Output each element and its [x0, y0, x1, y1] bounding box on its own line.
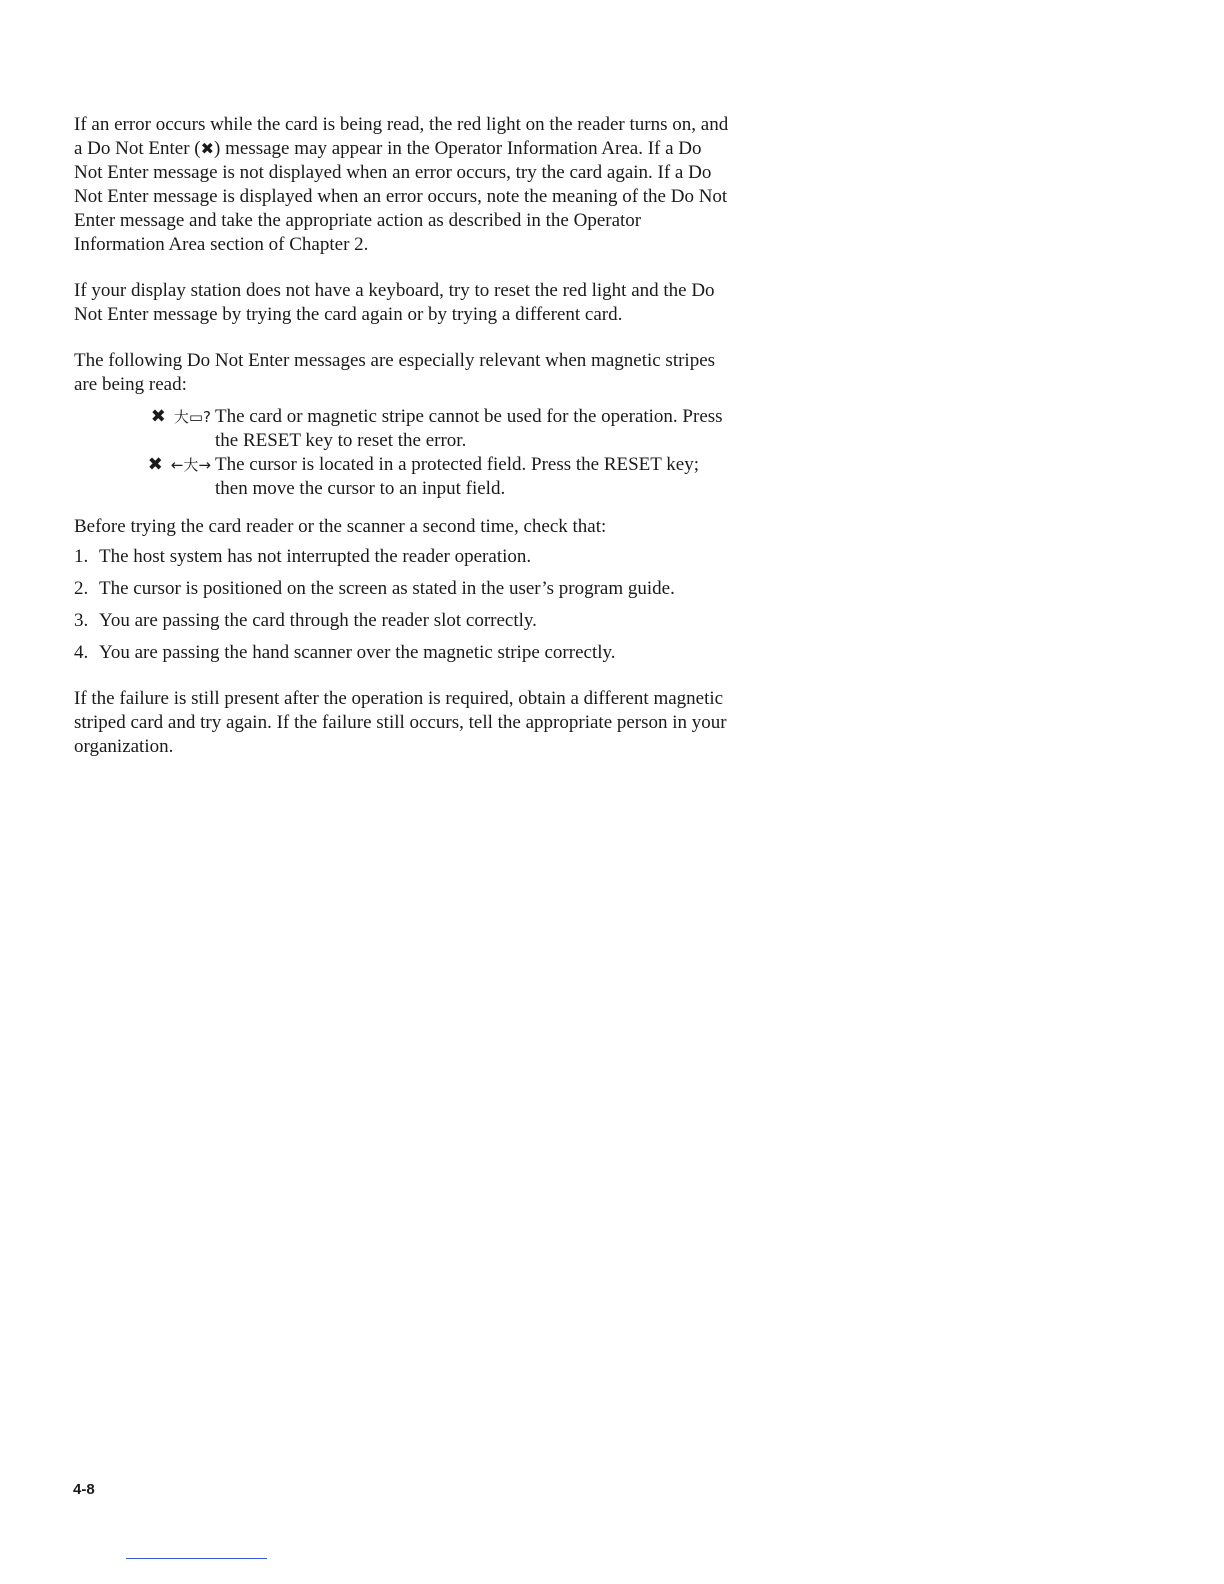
- error-paragraph-text-1: If an error occurs while the card is being read, the red light on the reader turns on, and a Do Not Enter (: [74, 114, 729, 159]
- do-not-enter-icon: ✖: [150, 406, 166, 427]
- list-item: [74, 641, 734, 665]
- list-item: [74, 545, 734, 569]
- list-item: [74, 577, 734, 601]
- error-paragraph: [74, 113, 734, 257]
- message-symbol: [74, 453, 215, 477]
- message-symbol: [74, 405, 215, 429]
- list-item-number: 1.: [74, 546, 89, 567]
- list-item-text: You are passing the hand scanner over the magnetic stripe correctly.: [99, 642, 616, 663]
- message-row: [74, 453, 734, 501]
- checklist: [74, 545, 734, 665]
- message-description: The card or magnetic stripe cannot be used for the operation. Press the RESET key to reset the error.: [215, 406, 723, 451]
- list-item-number: 3.: [74, 610, 89, 631]
- list-item-number: 4.: [74, 642, 89, 663]
- unusable-card-icon: ⼤▭?: [173, 408, 211, 426]
- do-not-enter-message-list: [74, 405, 734, 501]
- do-not-enter-icon: ✖: [147, 454, 163, 475]
- footer-rule: [126, 1558, 267, 1559]
- relevant-messages-intro: The following Do Not Enter messages are especially relevant when magnetic stripes are being read:: [74, 350, 716, 395]
- error-paragraph-text-2: ) message may appear in the Operator Information Area. If a Do Not Enter message is not displayed when an error occurs, try the card again. If a Do Not Enter message is displayed when an error occurs, note the meaning of the Do Not Enter message and take the appropriate action as described in the Operator Information Area section of Chapter 2.: [74, 138, 728, 255]
- message-row: [74, 405, 734, 453]
- list-item-number: 2.: [74, 578, 89, 599]
- list-item-text: The cursor is positioned on the screen as stated in the user’s program guide.: [99, 578, 675, 599]
- failure-paragraph: If the failure is still present after the operation is required, obtain a different magnetic striped card and try again. If the failure still occurs, tell the appropriate person in your organization.: [74, 688, 727, 757]
- checklist-intro: Before trying the card reader or the scanner a second time, check that:: [74, 516, 607, 537]
- list-item-text: You are passing the card through the reader slot correctly.: [99, 610, 537, 631]
- list-item: [74, 609, 734, 633]
- do-not-enter-icon: ✖: [200, 139, 215, 158]
- page-content: [74, 113, 734, 781]
- page-number: 4-8: [73, 1481, 95, 1498]
- protected-field-icon: ←⼤→: [170, 456, 211, 474]
- message-description: The cursor is located in a protected field. Press the RESET key; then move the cursor to an input field.: [215, 454, 700, 499]
- no-keyboard-paragraph: If your display station does not have a keyboard, try to reset the red light and the Do Not Enter message by trying the card again or by trying a different card.: [74, 280, 715, 325]
- list-item-text: The host system has not interrupted the reader operation.: [99, 546, 532, 567]
